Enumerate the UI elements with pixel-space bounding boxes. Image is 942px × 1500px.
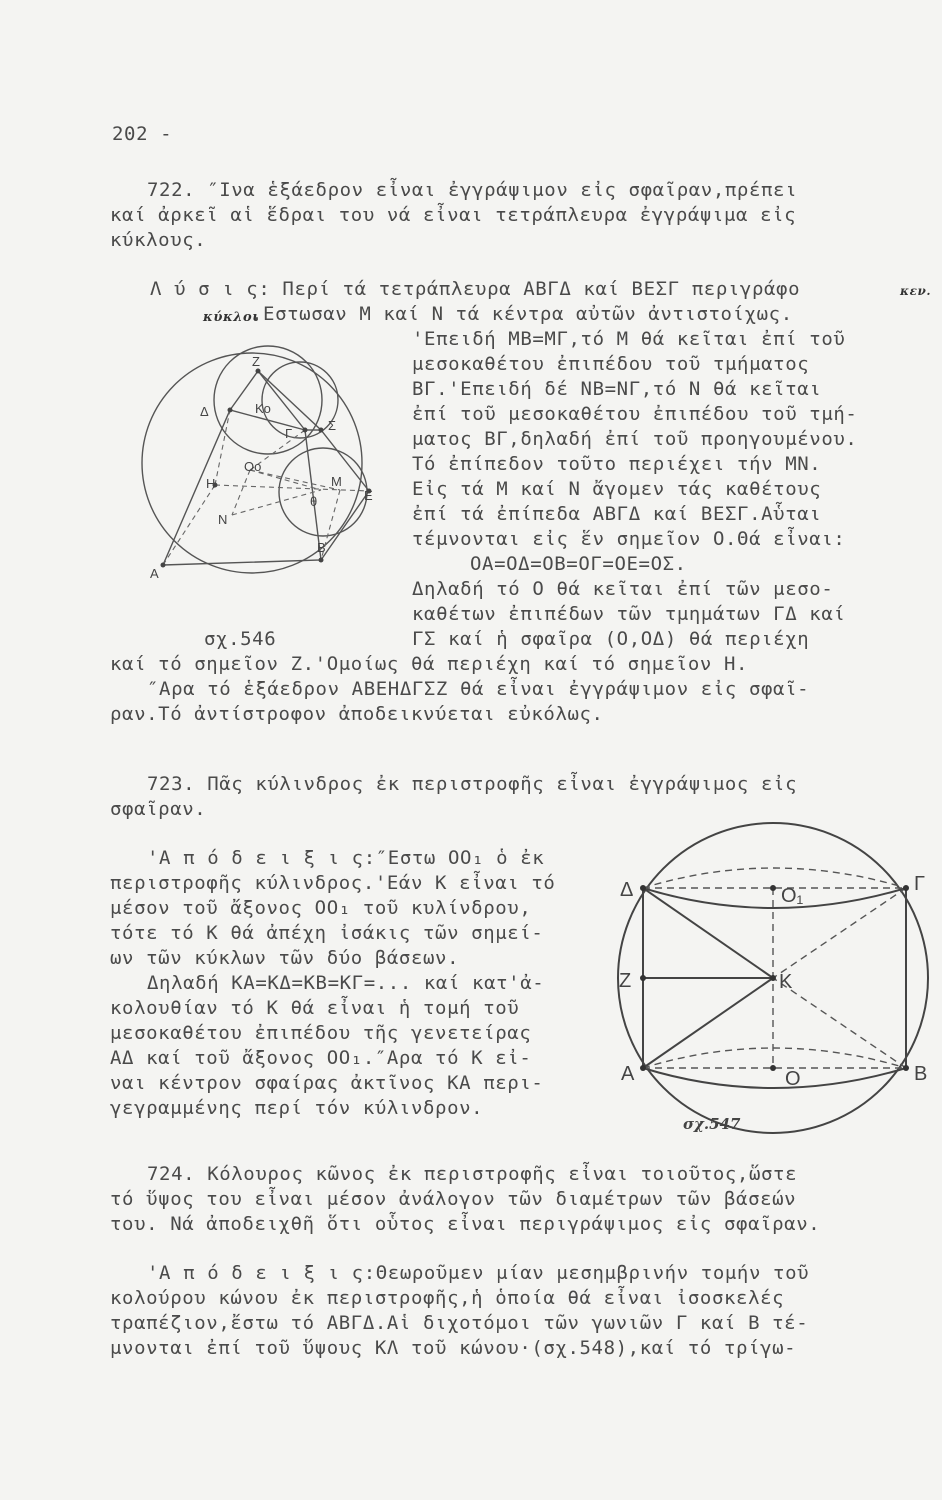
text-line: ων τῶν κύκλων τῶν δύο βάσεων.	[110, 947, 460, 969]
text-line: καί ἀρκεῖ αἱ ἕδραι του νά εἶναι τετράπλευρα ἐγγράψιμα εἰς	[110, 204, 797, 226]
text-line: καί τό σημεῖον Ζ.'Ομοίως θά περιέχη καί τό σημεῖον Η.	[110, 653, 749, 675]
text-line: ἐπί τά ἐπίπεδα ΑΒΓΔ καί ΒΕΣΓ.Αὗται	[412, 503, 822, 525]
text-line: ραν.Τό ἀντίστροφον ἀποδεικνύεται εὐκόλως.	[110, 703, 604, 725]
text-line: τέμνονται εἰς ἕν σημεῖον Ο.Θά εἶναι:	[412, 528, 846, 550]
label-gamma: Γ	[914, 873, 926, 895]
page-number: 202 -	[112, 123, 173, 145]
label-n: N	[218, 512, 228, 527]
label-b: B	[914, 1063, 928, 1085]
label-o1: O₁	[781, 885, 804, 907]
label-k: K	[779, 971, 793, 993]
text-line: 724. Κόλουρος κῶνος ἐκ περιστροφῆς εἶναι τοιοῦτος,ὥστε	[147, 1163, 798, 1185]
text-line: τραπέζιον,ἔστω τό ΑΒΓΔ.Αἱ διχοτόμοι τῶν γωνιῶν Γ καί Β τέ-	[110, 1312, 809, 1334]
text-line: Δηλαδή τό Ο θά κεῖται ἐπί τῶν μεσο-	[412, 578, 834, 600]
text-line: ″Αρα τό ἑξάεδρον ΑΒΕΗΔΓΣΖ θά εἶναι ἐγγράψιμον εἰς σφαῖ-	[147, 678, 810, 700]
label-m: M	[331, 474, 342, 489]
text-line: ΟΑ=ΟΔ=ΟΒ=ΟΓ=ΟΕ=ΟΣ.	[470, 553, 687, 575]
label-delta: Δ	[200, 404, 209, 419]
text-line: μεσοκαθέτου ἐπιπέδου τῆς γενετείρας	[110, 1022, 532, 1044]
text-line: .Εστωσαν Μ καί Ν τά κέντρα αὐτῶν ἀντιστοίχως.	[251, 303, 793, 325]
text-line: Τό ἐπίπεδον τοῦτο περιέχει τήν ΜΝ.	[412, 453, 822, 475]
label-o: Oo	[244, 459, 262, 474]
text-line: ματος ΒΓ,δηλαδή ἐπί τοῦ προηγουμένου.	[412, 428, 858, 450]
label-k: Ko	[255, 401, 271, 416]
text-line: 723. Πᾶς κύλινδρος ἐκ περιστροφῆς εἶναι ἐγγράψιμος εἰς	[147, 773, 798, 795]
text-line: μεσοκαθέτου ἐπιπέδου τοῦ τμήματος	[412, 353, 810, 375]
label-z: Z	[252, 354, 260, 369]
handwritten-note: κεν.	[900, 284, 932, 298]
figure-caption: σχ.546	[204, 628, 277, 650]
solution-heading-line: Λ ύ σ ι ς: Περί τά τετράπλευρα ΑΒΓΔ καί ΒΕΣΓ περιγράφο	[150, 278, 801, 300]
text-line: κύκλους.	[110, 229, 207, 251]
text-line: σφαῖραν.	[110, 798, 207, 820]
text-line: 'Α π ό δ ε ι ξ ι ς:″Εστω ΟΟ₁ ὁ ἐκ	[147, 847, 545, 869]
handwritten-note: κύκλοι	[203, 310, 260, 325]
text-line: μνονται ἐπί τοῦ ὕψους ΚΛ τοῦ κώνου·(σχ.548),καί τό τρίγω-	[110, 1337, 797, 1359]
label-z: Z	[619, 970, 632, 992]
text-line: μέσον τοῦ ἄξονος ΟΟ₁ τοῦ κυλίνδρου,	[110, 897, 532, 919]
text-line: τό ὕψος του εἶναι μέσον ἀνάλογον τῶν διαμέτρων τῶν βάσεών	[110, 1188, 797, 1210]
text-line: κολούρου κώνου ἐκ περιστροφῆς,ἡ ὁποία θά εἶναι ἰσοσκελές	[110, 1287, 785, 1309]
text-line: τότε τό Κ θά ἀπέχη ἰσάκις τῶν σημεί-	[110, 922, 544, 944]
text-line: περιστροφῆς κύλινδρος.'Εάν Κ εἶναι τό	[110, 872, 556, 894]
label-h: H	[206, 476, 216, 491]
text-line: 'Α π ό δ ε ι ξ ι ς:Θεωροῦμεν μίαν μεσημβρινήν τομήν τοῦ	[147, 1262, 810, 1284]
label-sigma: Σ	[328, 418, 337, 433]
text-line: καθέτων ἐπιπέδων τῶν τμημάτων ΓΔ καί	[412, 603, 846, 625]
text-line: γεγραμμένης περί τόν κύλινδρον.	[110, 1097, 484, 1119]
text-line: κολουθίαν τό Κ θά εἶναι ἡ τομή τοῦ	[110, 997, 520, 1019]
text-line: ΓΣ καί ἡ σφαῖρα (Ο,ΟΔ) θά περιέχη	[412, 628, 810, 650]
label-b: B	[317, 540, 326, 555]
text-line: ἐπί τοῦ μεσοκαθέτου ἐπιπέδου τοῦ τμή-	[412, 403, 858, 425]
figure-caption: σχ.547	[683, 1115, 741, 1133]
label-theta: θ	[310, 494, 318, 509]
text-line: του. Νά ἀποδειχθῆ ὅτι οὗτος εἶναι περιγράψιμος εἰς σφαῖραν.	[110, 1213, 821, 1235]
label-a: A	[150, 566, 159, 581]
text-line: ναι κέντρον σφαίρας ἀκτῖνος ΚΑ περι-	[110, 1072, 544, 1094]
top-base-front	[643, 888, 906, 908]
label-a: A	[621, 1063, 635, 1085]
text-line: Δηλαδή ΚΑ=ΚΔ=ΚΒ=ΚΓ=... καί κατ'ἀ-	[147, 972, 545, 994]
bottom-base-front	[643, 1068, 906, 1088]
label-o: O	[785, 1068, 801, 1090]
text-line: Εἰς τά Μ καί Ν ἄγομεν τάς καθέτους	[412, 478, 822, 500]
text-line: 722. ″Ινα ἑξάεδρον εἶναι ἐγγράψιμον εἰς σφαῖραν,πρέπει	[147, 179, 798, 201]
text-line: 'Επειδή ΜΒ=ΜΓ,τό Μ θά κεῖται ἐπί τοῦ	[412, 328, 846, 350]
label-delta: Δ	[620, 879, 634, 901]
text-line: ΑΔ καί τοῦ ἄξονος ΟΟ₁.″Αρα τό Κ εἰ-	[110, 1047, 532, 1069]
label-gamma: Γ	[285, 426, 293, 441]
text-line: ΒΓ.'Επειδή δέ ΝΒ=ΝΓ,τό Ν θά κεῖται	[412, 378, 822, 400]
label-e: E	[364, 488, 373, 503]
